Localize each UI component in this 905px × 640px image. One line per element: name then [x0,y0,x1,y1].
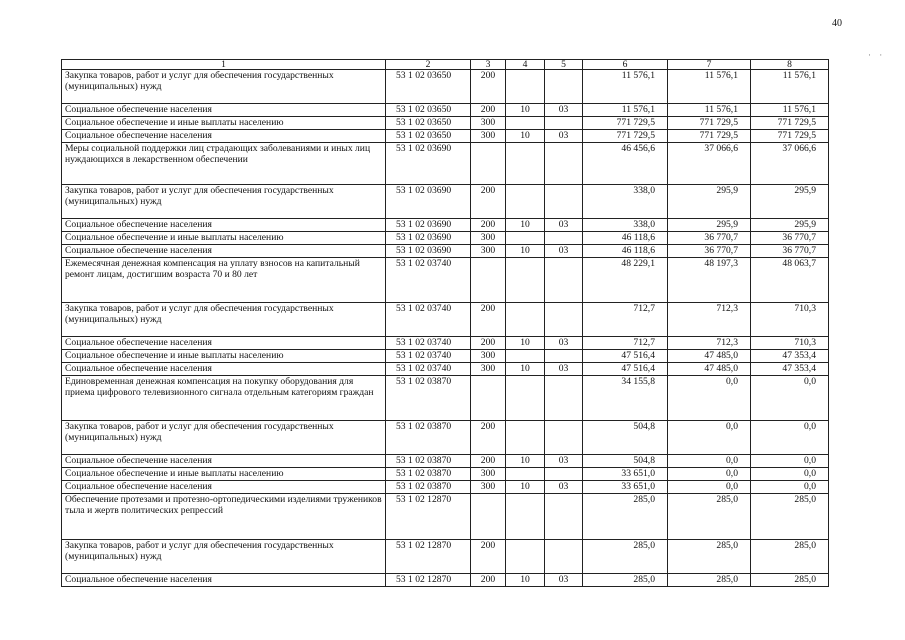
row-value-col7: 0,0 [668,481,751,494]
column-header: 5 [545,60,583,70]
row-value-col7: 36 770,7 [668,245,751,258]
row-code: 53 1 02 03690 [386,232,471,245]
row-code: 53 1 02 03740 [386,303,471,337]
row-subsection: 03 [545,130,583,143]
row-subsection: 03 [545,337,583,350]
row-value-col8: 37 066,6 [751,143,829,185]
row-section [506,258,545,303]
row-subsection [545,185,583,219]
row-value-col6: 46 456,6 [583,143,668,185]
row-section: 10 [506,574,545,587]
row-name: Социальное обеспечение населения [62,219,386,232]
row-name: Социальное обеспечение населения [62,574,386,587]
row-expense-type: 200 [471,104,506,117]
row-expense-type: 200 [471,421,506,455]
row-expense-type: 300 [471,245,506,258]
row-code: 53 1 02 03740 [386,258,471,303]
row-name: Закупка товаров, работ и услуг для обеспечения государственных (муниципальных) нужд [62,185,386,219]
row-value-col6: 771 729,5 [583,117,668,130]
row-code: 53 1 02 03870 [386,376,471,421]
table-row [62,219,829,232]
row-name: Социальное обеспечение населения [62,481,386,494]
row-value-col6: 338,0 [583,219,668,232]
row-expense-type [471,258,506,303]
row-expense-type: 300 [471,232,506,245]
row-code: 53 1 02 03690 [386,219,471,232]
row-section: 10 [506,130,545,143]
row-value-col8: 11 576,1 [751,70,829,104]
row-expense-type [471,376,506,421]
row-subsection [545,70,583,104]
column-header: 6 [583,60,668,70]
row-value-col6: 46 118,6 [583,232,668,245]
row-value-col8: 285,0 [751,540,829,574]
row-value-col6: 504,8 [583,455,668,468]
row-name: Социальное обеспечение населения [62,363,386,376]
row-name: Социальное обеспечение населения [62,245,386,258]
row-section [506,421,545,455]
row-section [506,540,545,574]
row-value-col7: 48 197,3 [668,258,751,303]
row-code: 53 1 02 03690 [386,185,471,219]
row-value-col8: 0,0 [751,455,829,468]
row-value-col6: 712,7 [583,337,668,350]
row-subsection [545,421,583,455]
row-subsection: 03 [545,481,583,494]
row-subsection [545,350,583,363]
row-value-col8: 771 729,5 [751,117,829,130]
row-section [506,350,545,363]
row-subsection: 03 [545,455,583,468]
row-value-col6: 285,0 [583,574,668,587]
table-row [62,337,829,350]
row-expense-type: 200 [471,219,506,232]
table-row [62,350,829,363]
row-value-col8: 0,0 [751,481,829,494]
row-code: 53 1 02 03690 [386,245,471,258]
row-section [506,468,545,481]
row-value-col8: 11 576,1 [751,104,829,117]
row-value-col7: 712,3 [668,303,751,337]
row-name: Закупка товаров, работ и услуг для обеспечения государственных (муниципальных) нужд [62,540,386,574]
row-subsection [545,468,583,481]
row-section: 10 [506,455,545,468]
table-row [62,104,829,117]
row-expense-type: 300 [471,363,506,376]
row-section: 10 [506,363,545,376]
row-code: 53 1 02 03740 [386,363,471,376]
row-value-col7: 295,9 [668,219,751,232]
row-value-col8: 36 770,7 [751,245,829,258]
row-value-col8: 771 729,5 [751,130,829,143]
row-value-col6: 47 516,4 [583,350,668,363]
row-value-col8: 47 353,4 [751,350,829,363]
row-subsection: 03 [545,104,583,117]
row-expense-type: 300 [471,130,506,143]
row-name: Социальное обеспечение населения [62,130,386,143]
budget-table [61,59,829,587]
row-expense-type: 300 [471,117,506,130]
row-value-col7: 47 485,0 [668,350,751,363]
row-value-col7: 0,0 [668,376,751,421]
table-row [62,117,829,130]
row-section [506,185,545,219]
row-value-col6: 33 651,0 [583,481,668,494]
row-section: 10 [506,104,545,117]
row-subsection: 03 [545,245,583,258]
row-value-col8: 285,0 [751,494,829,540]
row-subsection: 03 [545,574,583,587]
row-expense-type [471,494,506,540]
row-value-col7: 37 066,6 [668,143,751,185]
row-name: Социальное обеспечение и иные выплаты населению [62,232,386,245]
row-value-col6: 285,0 [583,494,668,540]
row-code: 53 1 02 03870 [386,421,471,455]
corner-mark: · · [868,50,886,60]
row-expense-type: 200 [471,540,506,574]
row-value-col6: 11 576,1 [583,70,668,104]
row-value-col6: 46 118,6 [583,245,668,258]
row-code: 53 1 02 03740 [386,350,471,363]
row-section [506,143,545,185]
row-value-col6: 285,0 [583,540,668,574]
row-value-col7: 771 729,5 [668,117,751,130]
row-value-col7: 295,9 [668,185,751,219]
column-header: 4 [506,60,545,70]
row-name: Социальное обеспечение и иные выплаты населению [62,350,386,363]
table-row [62,232,829,245]
row-value-col8: 0,0 [751,376,829,421]
row-section: 10 [506,337,545,350]
row-subsection [545,117,583,130]
row-value-col6: 33 651,0 [583,468,668,481]
column-number-row [62,60,829,70]
row-value-col7: 36 770,7 [668,232,751,245]
row-subsection [545,376,583,421]
row-subsection [545,540,583,574]
column-header: 7 [668,60,751,70]
row-value-col6: 504,8 [583,421,668,455]
row-subsection [545,303,583,337]
row-value-col6: 11 576,1 [583,104,668,117]
row-value-col8: 0,0 [751,421,829,455]
row-value-col7: 285,0 [668,540,751,574]
row-expense-type: 300 [471,481,506,494]
row-name: Закупка товаров, работ и услуг для обеспечения государственных (муниципальных) нужд [62,421,386,455]
table-row [62,130,829,143]
row-value-col7: 0,0 [668,468,751,481]
row-section [506,117,545,130]
row-subsection [545,258,583,303]
row-code: 53 1 02 03870 [386,455,471,468]
row-value-col8: 710,3 [751,337,829,350]
row-expense-type: 200 [471,574,506,587]
row-value-col7: 0,0 [668,455,751,468]
row-subsection [545,232,583,245]
row-value-col8: 710,3 [751,303,829,337]
table-row [62,185,829,219]
table-row [62,468,829,481]
row-name: Социальное обеспечение населения [62,455,386,468]
row-value-col8: 295,9 [751,219,829,232]
row-value-col7: 285,0 [668,494,751,540]
table-row [62,245,829,258]
row-value-col7: 771 729,5 [668,130,751,143]
row-value-col8: 47 353,4 [751,363,829,376]
row-subsection [545,494,583,540]
table-row [62,258,829,303]
row-code: 53 1 02 03870 [386,468,471,481]
row-expense-type: 200 [471,185,506,219]
row-name: Меры социальной поддержки лиц страдающих заболеваниями и иных лиц нуждающихся в лекарственном обеспечении [62,143,386,185]
row-value-col6: 48 229,1 [583,258,668,303]
table-row [62,376,829,421]
row-section: 10 [506,219,545,232]
table-row [62,363,829,376]
table-row [62,481,829,494]
row-value-col7: 0,0 [668,421,751,455]
row-value-col8: 48 063,7 [751,258,829,303]
row-section [506,376,545,421]
row-expense-type [471,143,506,185]
row-expense-type: 200 [471,303,506,337]
table-row [62,70,829,104]
row-value-col8: 36 770,7 [751,232,829,245]
row-section [506,232,545,245]
row-name: Ежемесячная денежная компенсация на уплату взносов на капитальный ремонт лицам, достигшим возраста 70 и 80 лет [62,258,386,303]
table-row [62,494,829,540]
row-expense-type: 200 [471,70,506,104]
row-value-col6: 338,0 [583,185,668,219]
row-value-col8: 0,0 [751,468,829,481]
table-row [62,455,829,468]
row-section: 10 [506,245,545,258]
row-subsection [545,143,583,185]
row-code: 53 1 02 12870 [386,574,471,587]
row-value-col6: 771 729,5 [583,130,668,143]
row-code: 53 1 02 03870 [386,481,471,494]
row-code: 53 1 02 03650 [386,104,471,117]
row-code: 53 1 02 03740 [386,337,471,350]
row-name: Социальное обеспечение и иные выплаты населению [62,117,386,130]
row-name: Закупка товаров, работ и услуг для обеспечения государственных (муниципальных) нужд [62,303,386,337]
row-value-col7: 47 485,0 [668,363,751,376]
row-name: Социальное обеспечение и иные выплаты населению [62,468,386,481]
row-value-col7: 712,3 [668,337,751,350]
row-value-col8: 285,0 [751,574,829,587]
table-row [62,421,829,455]
row-expense-type: 300 [471,468,506,481]
row-section [506,70,545,104]
row-name: Закупка товаров, работ и услуг для обеспечения государственных (муниципальных) нужд [62,70,386,104]
row-subsection: 03 [545,219,583,232]
row-code: 53 1 02 03690 [386,143,471,185]
row-code: 53 1 02 12870 [386,494,471,540]
row-value-col6: 712,7 [583,303,668,337]
row-section [506,494,545,540]
table-row [62,143,829,185]
column-header: 1 [62,60,386,70]
column-header: 3 [471,60,506,70]
row-name: Обеспечение протезами и протезно-ортопедическими изделиями тружеников тыла и жертв политических репрессий [62,494,386,540]
column-header: 2 [386,60,471,70]
row-value-col6: 47 516,4 [583,363,668,376]
row-value-col7: 285,0 [668,574,751,587]
table-row [62,303,829,337]
row-code: 53 1 02 03650 [386,70,471,104]
column-header: 8 [751,60,829,70]
row-name: Единовременная денежная компенсация на покупку оборудования для приема цифрового телевизионного сигнала отдельным категориям граждан [62,376,386,421]
table-row [62,574,829,587]
page-number: 40 [832,18,842,29]
row-code: 53 1 02 03650 [386,130,471,143]
row-expense-type: 200 [471,455,506,468]
row-value-col8: 295,9 [751,185,829,219]
row-section [506,303,545,337]
row-name: Социальное обеспечение населения [62,337,386,350]
table-row [62,540,829,574]
row-subsection: 03 [545,363,583,376]
row-code: 53 1 02 12870 [386,540,471,574]
row-section: 10 [506,481,545,494]
row-expense-type: 300 [471,350,506,363]
row-value-col7: 11 576,1 [668,104,751,117]
row-value-col7: 11 576,1 [668,70,751,104]
row-expense-type: 200 [471,337,506,350]
row-code: 53 1 02 03650 [386,117,471,130]
row-name: Социальное обеспечение населения [62,104,386,117]
row-value-col6: 34 155,8 [583,376,668,421]
